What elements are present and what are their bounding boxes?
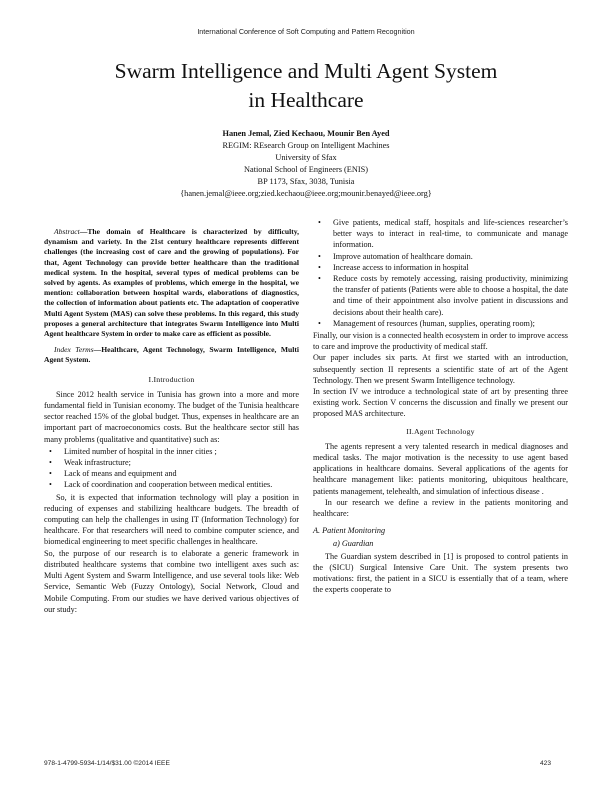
author-emails: {hanen.jemal@ieee.org;zied.kechaou@ieee.org;mounir.benayed@ieee.org}: [180, 189, 432, 198]
affiliation-line: REGIM: REsearch Group on Intelligent Machines: [222, 141, 390, 150]
list-item: • Weak infrastructure;: [44, 457, 299, 468]
affiliation-line: National School of Engineers (ENIS): [244, 165, 368, 174]
subsubsection-heading: a) Guardian: [333, 539, 374, 549]
list-item: • Limited number of hospital in the inner cities ;: [44, 446, 299, 457]
list-item: • Lack of means and equipment and: [44, 468, 299, 479]
paragraph: Finally, our vision is a connected health ecosystem in order to improve access to care and improve the productivity of medical staff.: [313, 331, 568, 352]
conference-header: International Conference of Soft Computing and Pattern Recognition: [197, 27, 415, 36]
list-item: • Management of resources (human, supplies, operating room);: [313, 318, 568, 329]
section-heading: II.Agent Technology: [406, 426, 475, 436]
objectives-list: [313, 217, 568, 329]
paragraph: The Guardian system described in [1] is proposed to control patients in the (SICU) Surgical Intensive Care Unit. The system presents two motivations: first, the patient in a SICU is essentially that of a team, where the experts cooperate to: [313, 551, 568, 595]
paragraph: In our research we define a review in the patients monitoring and healthcare:: [313, 497, 568, 519]
list-item: • Increase access to information in hospital: [313, 262, 568, 273]
index-terms-label: Index Terms: [54, 345, 94, 355]
paragraph: So, the purpose of our research is to elaborate a generic framework in distributed healthcare systems that combine two intelligent axes such as: Multi Agent System and Swarm Intelligence, and use several tools like: Web Service, Semantic Web (Fuzzy Ontology), Social Network, Cloud and Mobile Computing. From our studies we have derived various objectives of our study:: [44, 548, 299, 614]
abstract-text: —The domain of Healthcare is characterized by difficulty, dynamism and variety. In the 21st century healthcare represents different challenges (the increasing cost of care and the growing of populations). For that, Agent Technology can provide better healthcare than the traditional medical system. In the hospital, several types of medical problems can be solved by agents. As examples of problems, which emerge in the hospital, we mention: collaboration between hospital wards, elaborations of diagnostics, the collection of information about patients etc. The adaptation of cooperative Multi Agent System (MAS) can solve these problems. In this regard, this study proposes a general architecture that integrates Swarm Intelligence into Multi Agent healthcare System in order to make care as efficient as possible.: [44, 227, 299, 339]
list-item: • Give patients, medical staff, hospitals and life-sciences researcher’s better ways to interact in real-time, to communicate and manage information.: [313, 217, 568, 251]
affiliation-line: University of Sfax: [275, 153, 337, 162]
title-line-1: Swarm Intelligence and Multi Agent System: [114, 59, 498, 83]
title-line-2: in Healthcare: [248, 88, 364, 112]
subsection-heading: A. Patient Monitoring: [313, 526, 386, 536]
index-terms-text: —Healthcare, Agent Technology, Swarm Intelligence, Multi Agent System.: [44, 345, 299, 365]
list-item: • Lack of coordination and cooperation between medical entities.: [44, 479, 299, 490]
paragraph: Our paper includes six parts. At first we started with an introduction, subsequently section II represents a scientific state of art of the Agent Technology. Then we present Swarm Intelligence technology.: [313, 353, 568, 385]
list-item: • Improve automation of healthcare domain.: [313, 251, 568, 262]
abstract-label: Abstract: [54, 227, 80, 236]
affiliation-line: BP 1173, Sfax, 3038, Tunisia: [257, 177, 355, 186]
list-item: • Reduce costs by remotely accessing, raising productivity, minimizing the transfer of patients (Patients were able to choose a hospital, the date and time of their appointment also involve patient in discussions and decisions about their health care).: [313, 273, 568, 318]
page-number: 423: [540, 760, 552, 767]
paragraph: Since 2012 health service in Tunisia has grown into a more and more fundamental field in Tunisian economy. The budget of the Tunisia healthcare sector reached 15% of the global budget. Thus, expenses in healthcare are an important part of macroeconomics costs. But the healthcare sector still has many problems (qualitative and quantitative) such as:: [44, 389, 299, 444]
bullet-list: [44, 446, 299, 491]
section-heading: I.Introduction: [148, 374, 195, 384]
paragraph: The agents represent a very talented research in medical diagnoses and medical tasks. The major motivation is the necessity to use agent based applications in healthcare domains. Several applications of the agents for healthcare management like: patients monitoring, ubiquitous healthcare, patients management, telehealth, and simulation of infectious disease .: [313, 441, 568, 496]
index-terms: [44, 345, 299, 365]
author-names: Hanen Jemal, Zied Kechaou, Mounir Ben Ayed: [222, 129, 390, 138]
paragraph: In section IV we introduce a technological state of art by presenting three existing work. Section V concerns the discussion and finally we present our proposed MAS architecture.: [313, 387, 568, 419]
footer-isbn: 978-1-4799-5934-1/14/$31.00 ©2014 IEEE: [44, 760, 170, 767]
right-column: [313, 216, 568, 596]
abstract: [44, 227, 299, 339]
paper-title: [56, 57, 556, 115]
paragraph: So, it is expected that information technology will play a position in reducing of expenses and stabilizing healthcare budgets. The breadth of computing can help the challenges in using IT (Information Technology) for healthcare. For that researchers will need to combine computer science, and biomedical engineering to meet specific challenges in healthcare.: [44, 492, 299, 547]
author-block: [106, 128, 506, 200]
left-column: [44, 227, 299, 615]
